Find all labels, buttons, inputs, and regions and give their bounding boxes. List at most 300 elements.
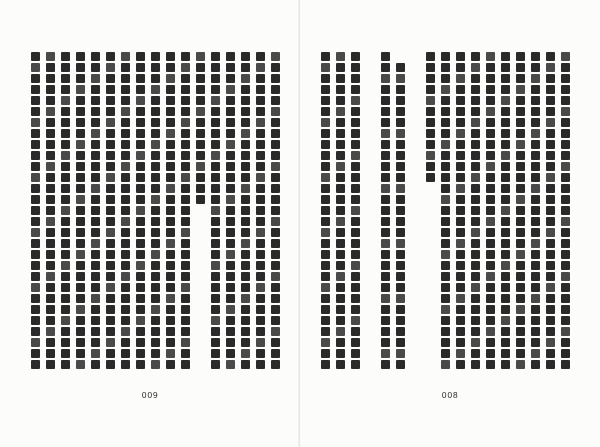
text-glyph <box>241 283 250 292</box>
text-glyph <box>561 338 570 347</box>
text-glyph <box>91 206 100 215</box>
text-glyph <box>76 228 85 237</box>
text-column <box>515 52 525 369</box>
text-glyph <box>271 283 280 292</box>
text-glyph <box>546 338 555 347</box>
text-glyph <box>91 184 100 193</box>
text-glyph <box>241 349 250 358</box>
text-glyph <box>336 63 345 72</box>
text-glyph <box>501 96 510 105</box>
text-glyph <box>61 294 70 303</box>
text-glyph <box>501 228 510 237</box>
text-glyph <box>351 228 360 237</box>
text-glyph <box>136 327 145 336</box>
text-glyph <box>351 63 360 72</box>
text-glyph <box>456 52 465 61</box>
text-glyph <box>396 305 405 314</box>
text-glyph <box>561 74 570 83</box>
text-glyph <box>456 272 465 281</box>
text-glyph <box>31 305 40 314</box>
text-column <box>165 52 175 369</box>
text-glyph <box>106 261 115 270</box>
text-glyph <box>91 96 100 105</box>
text-glyph <box>381 217 390 226</box>
text-glyph <box>166 85 175 94</box>
text-glyph <box>76 338 85 347</box>
text-glyph <box>381 294 390 303</box>
text-glyph <box>106 239 115 248</box>
text-glyph <box>546 327 555 336</box>
text-glyph <box>91 162 100 171</box>
text-glyph <box>501 349 510 358</box>
text-glyph <box>351 338 360 347</box>
text-glyph <box>241 261 250 270</box>
text-glyph <box>321 294 330 303</box>
text-glyph <box>516 162 525 171</box>
text-glyph <box>31 162 40 171</box>
text-glyph <box>336 250 345 259</box>
text-glyph <box>256 338 265 347</box>
text-glyph <box>121 52 130 61</box>
text-glyph <box>381 173 390 182</box>
text-glyph <box>241 239 250 248</box>
text-glyph <box>381 140 390 149</box>
text-glyph <box>561 129 570 138</box>
text-glyph <box>166 173 175 182</box>
text-glyph <box>561 96 570 105</box>
text-glyph <box>321 239 330 248</box>
text-glyph <box>396 272 405 281</box>
text-glyph <box>546 162 555 171</box>
text-glyph <box>76 316 85 325</box>
text-glyph <box>351 52 360 61</box>
text-glyph <box>396 173 405 182</box>
text-glyph <box>336 162 345 171</box>
text-glyph <box>196 74 205 83</box>
text-glyph <box>211 272 220 281</box>
text-glyph <box>196 118 205 127</box>
text-glyph <box>31 261 40 270</box>
text-column <box>30 52 40 369</box>
text-glyph <box>166 272 175 281</box>
text-glyph <box>121 118 130 127</box>
text-glyph <box>76 294 85 303</box>
text-glyph <box>471 129 480 138</box>
text-glyph <box>241 118 250 127</box>
text-glyph <box>396 184 405 193</box>
text-glyph <box>106 96 115 105</box>
text-glyph <box>531 272 540 281</box>
text-glyph <box>426 151 435 160</box>
text-glyph <box>256 250 265 259</box>
text-glyph <box>441 349 450 358</box>
text-glyph <box>31 250 40 259</box>
text-glyph <box>271 272 280 281</box>
text-glyph <box>196 140 205 149</box>
text-glyph <box>531 360 540 369</box>
text-glyph <box>546 217 555 226</box>
text-glyph <box>381 184 390 193</box>
text-glyph <box>381 206 390 215</box>
text-glyph <box>256 261 265 270</box>
text-glyph <box>226 96 235 105</box>
text-glyph <box>486 195 495 204</box>
text-glyph <box>31 74 40 83</box>
text-glyph <box>501 272 510 281</box>
text-glyph <box>546 85 555 94</box>
text-glyph <box>516 63 525 72</box>
text-glyph <box>211 294 220 303</box>
text-glyph <box>561 294 570 303</box>
text-glyph <box>471 261 480 270</box>
text-glyph <box>486 327 495 336</box>
text-glyph <box>351 85 360 94</box>
text-glyph <box>426 107 435 116</box>
text-glyph <box>426 173 435 182</box>
text-glyph <box>196 52 205 61</box>
text-glyph <box>336 107 345 116</box>
text-glyph <box>271 195 280 204</box>
text-glyph <box>46 338 55 347</box>
text-glyph <box>501 294 510 303</box>
text-glyph <box>501 195 510 204</box>
text-glyph <box>441 305 450 314</box>
text-glyph <box>136 261 145 270</box>
text-glyph <box>531 52 540 61</box>
text-glyph <box>211 239 220 248</box>
text-glyph <box>516 129 525 138</box>
text-glyph <box>106 52 115 61</box>
text-glyph <box>241 184 250 193</box>
text-glyph <box>561 283 570 292</box>
text-glyph <box>516 107 525 116</box>
text-glyph <box>426 85 435 94</box>
text-glyph <box>501 85 510 94</box>
text-column <box>320 52 330 369</box>
text-glyph <box>271 261 280 270</box>
text-glyph <box>76 349 85 358</box>
text-glyph <box>121 305 130 314</box>
text-glyph <box>136 360 145 369</box>
text-glyph <box>226 305 235 314</box>
text-glyph <box>226 162 235 171</box>
text-column <box>45 52 55 369</box>
right-page-number: 008 <box>441 391 459 400</box>
text-glyph <box>441 261 450 270</box>
text-glyph <box>441 74 450 83</box>
text-glyph <box>336 129 345 138</box>
text-glyph <box>336 52 345 61</box>
text-glyph <box>76 140 85 149</box>
text-glyph <box>516 140 525 149</box>
text-glyph <box>226 327 235 336</box>
text-glyph <box>91 129 100 138</box>
text-glyph <box>46 294 55 303</box>
text-glyph <box>271 96 280 105</box>
text-glyph <box>471 63 480 72</box>
text-glyph <box>336 173 345 182</box>
text-glyph <box>441 151 450 160</box>
text-glyph <box>321 85 330 94</box>
text-glyph <box>211 250 220 259</box>
text-glyph <box>151 107 160 116</box>
text-glyph <box>256 316 265 325</box>
text-glyph <box>31 272 40 281</box>
text-glyph <box>61 74 70 83</box>
text-glyph <box>531 63 540 72</box>
text-glyph <box>31 96 40 105</box>
text-glyph <box>181 228 190 237</box>
text-glyph <box>351 184 360 193</box>
text-glyph <box>516 283 525 292</box>
text-glyph <box>516 206 525 215</box>
text-glyph <box>546 63 555 72</box>
text-glyph <box>351 261 360 270</box>
text-glyph <box>471 96 480 105</box>
text-glyph <box>486 261 495 270</box>
text-glyph <box>46 140 55 149</box>
text-column <box>485 52 495 369</box>
text-glyph <box>61 85 70 94</box>
text-glyph <box>151 52 160 61</box>
text-glyph <box>256 360 265 369</box>
text-glyph <box>166 52 175 61</box>
text-glyph <box>441 184 450 193</box>
text-glyph <box>91 294 100 303</box>
text-glyph <box>531 118 540 127</box>
text-glyph <box>106 107 115 116</box>
text-glyph <box>486 140 495 149</box>
text-glyph <box>336 195 345 204</box>
text-glyph <box>136 63 145 72</box>
text-glyph <box>91 173 100 182</box>
text-glyph <box>441 129 450 138</box>
text-glyph <box>396 349 405 358</box>
text-glyph <box>181 206 190 215</box>
text-glyph <box>561 63 570 72</box>
text-glyph <box>136 239 145 248</box>
text-glyph <box>61 151 70 160</box>
text-glyph <box>351 206 360 215</box>
text-glyph <box>531 151 540 160</box>
text-glyph <box>336 349 345 358</box>
text-glyph <box>501 107 510 116</box>
text-glyph <box>136 151 145 160</box>
text-glyph <box>546 118 555 127</box>
text-glyph <box>61 338 70 347</box>
text-glyph <box>181 107 190 116</box>
text-glyph <box>486 338 495 347</box>
text-glyph <box>561 228 570 237</box>
text-glyph <box>561 239 570 248</box>
text-glyph <box>31 316 40 325</box>
text-glyph <box>546 250 555 259</box>
text-glyph <box>531 283 540 292</box>
text-glyph <box>166 316 175 325</box>
text-glyph <box>106 250 115 259</box>
text-glyph <box>456 206 465 215</box>
text-glyph <box>501 327 510 336</box>
text-glyph <box>456 184 465 193</box>
text-glyph <box>61 96 70 105</box>
text-glyph <box>486 184 495 193</box>
text-glyph <box>91 305 100 314</box>
text-glyph <box>46 360 55 369</box>
text-glyph <box>136 184 145 193</box>
text-glyph <box>181 52 190 61</box>
text-glyph <box>486 173 495 182</box>
text-glyph <box>46 85 55 94</box>
text-glyph <box>241 162 250 171</box>
text-glyph <box>241 206 250 215</box>
text-glyph <box>501 206 510 215</box>
text-glyph <box>531 162 540 171</box>
text-glyph <box>351 327 360 336</box>
text-glyph <box>136 316 145 325</box>
text-glyph <box>516 85 525 94</box>
text-glyph <box>196 151 205 160</box>
text-glyph <box>166 162 175 171</box>
text-glyph <box>336 140 345 149</box>
text-glyph <box>46 173 55 182</box>
text-glyph <box>136 129 145 138</box>
text-glyph <box>136 140 145 149</box>
text-glyph <box>531 184 540 193</box>
text-glyph <box>151 195 160 204</box>
text-glyph <box>226 239 235 248</box>
text-glyph <box>441 63 450 72</box>
text-glyph <box>561 173 570 182</box>
text-glyph <box>456 360 465 369</box>
text-glyph <box>546 195 555 204</box>
text-glyph <box>381 228 390 237</box>
text-glyph <box>561 195 570 204</box>
text-glyph <box>396 217 405 226</box>
text-glyph <box>106 283 115 292</box>
text-glyph <box>441 195 450 204</box>
text-glyph <box>531 316 540 325</box>
text-glyph <box>561 316 570 325</box>
text-glyph <box>546 107 555 116</box>
text-glyph <box>471 151 480 160</box>
text-glyph <box>531 305 540 314</box>
text-glyph <box>501 239 510 248</box>
text-glyph <box>561 206 570 215</box>
text-glyph <box>61 206 70 215</box>
text-glyph <box>516 217 525 226</box>
text-glyph <box>396 162 405 171</box>
text-glyph <box>91 107 100 116</box>
text-glyph <box>486 151 495 160</box>
text-glyph <box>76 107 85 116</box>
text-glyph <box>441 294 450 303</box>
text-glyph <box>76 217 85 226</box>
text-glyph <box>321 52 330 61</box>
text-glyph <box>106 140 115 149</box>
text-glyph <box>486 85 495 94</box>
text-glyph <box>106 272 115 281</box>
text-glyph <box>196 107 205 116</box>
text-glyph <box>76 85 85 94</box>
text-glyph <box>136 195 145 204</box>
text-glyph <box>531 239 540 248</box>
text-glyph <box>181 261 190 270</box>
text-glyph <box>336 272 345 281</box>
text-glyph <box>336 327 345 336</box>
text-glyph <box>531 327 540 336</box>
text-glyph <box>181 349 190 358</box>
text-glyph <box>136 52 145 61</box>
text-glyph <box>211 107 220 116</box>
text-glyph <box>91 85 100 94</box>
text-glyph <box>136 118 145 127</box>
text-glyph <box>136 283 145 292</box>
text-glyph <box>321 184 330 193</box>
text-glyph <box>321 162 330 171</box>
text-glyph <box>351 239 360 248</box>
left-page-text-block <box>30 52 285 371</box>
text-glyph <box>471 338 480 347</box>
text-glyph <box>46 316 55 325</box>
text-glyph <box>91 239 100 248</box>
text-glyph <box>381 52 390 61</box>
text-glyph <box>226 74 235 83</box>
text-glyph <box>271 349 280 358</box>
text-glyph <box>121 85 130 94</box>
text-glyph <box>321 349 330 358</box>
text-glyph <box>396 107 405 116</box>
text-glyph <box>121 272 130 281</box>
text-glyph <box>501 217 510 226</box>
text-glyph <box>211 195 220 204</box>
text-glyph <box>486 162 495 171</box>
text-glyph <box>226 107 235 116</box>
text-glyph <box>256 118 265 127</box>
text-glyph <box>61 195 70 204</box>
text-column <box>425 52 435 182</box>
text-glyph <box>471 239 480 248</box>
text-glyph <box>121 316 130 325</box>
text-glyph <box>471 283 480 292</box>
text-glyph <box>381 85 390 94</box>
text-glyph <box>181 184 190 193</box>
text-glyph <box>456 173 465 182</box>
text-glyph <box>211 162 220 171</box>
text-glyph <box>486 239 495 248</box>
text-glyph <box>46 261 55 270</box>
text-glyph <box>76 327 85 336</box>
text-glyph <box>226 294 235 303</box>
text-glyph <box>166 140 175 149</box>
text-glyph <box>46 151 55 160</box>
text-glyph <box>136 217 145 226</box>
text-glyph <box>336 316 345 325</box>
text-glyph <box>136 338 145 347</box>
text-glyph <box>501 140 510 149</box>
text-glyph <box>321 360 330 369</box>
text-glyph <box>516 316 525 325</box>
text-glyph <box>166 129 175 138</box>
text-glyph <box>486 206 495 215</box>
text-glyph <box>121 239 130 248</box>
text-glyph <box>471 217 480 226</box>
text-glyph <box>121 96 130 105</box>
text-glyph <box>441 316 450 325</box>
text-glyph <box>151 228 160 237</box>
text-glyph <box>241 272 250 281</box>
text-glyph <box>336 74 345 83</box>
text-glyph <box>531 250 540 259</box>
